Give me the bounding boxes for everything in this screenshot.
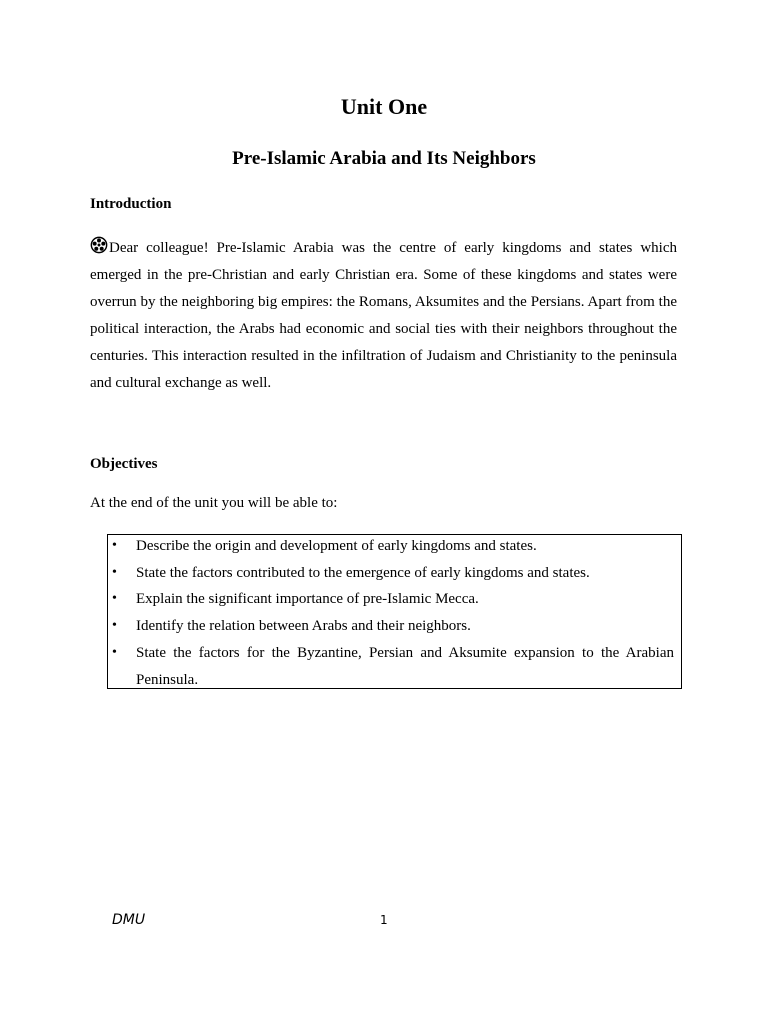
footer-organization: DMU [112,912,146,928]
introduction-paragraph [90,235,677,397]
objective-text: Identify the relation between Arabs and their neighbors. [136,618,471,635]
objective-text: Explain the significant importance of pre-Islamic Mecca. [136,591,479,608]
bullet-icon: • [112,564,117,580]
reel-icon [90,236,108,254]
bullet-icon: • [112,644,117,660]
objective-item [108,586,680,613]
introduction-heading: Introduction [90,196,172,212]
bullet-icon: • [112,618,117,634]
objective-text: State the factors for the Byzantine, Persian and Aksumite expansion to the Arabian Peninsula. [136,644,674,688]
objective-item [108,613,680,640]
unit-title: Unit One [340,94,428,119]
bullet-icon: • [112,538,117,553]
objective-text: Describe the origin and development of early kingdoms and states. [136,538,537,554]
unit-subtitle: Pre-Islamic Arabia and Its Neighbors [232,148,536,169]
objective-text: State the factors contributed to the emergence of early kingdoms and states. [136,564,590,581]
objectives-list [108,533,680,693]
objectives-heading: Objectives [90,456,158,472]
objective-item [108,533,680,560]
footer-page-number: 1 [380,913,388,927]
objectives-box [107,534,682,689]
bullet-icon: • [112,591,117,607]
objective-item [108,560,680,587]
introduction-text: Dear colleague! Pre-Islamic Arabia was the centre of early kingdoms and states which emerged in the pre-Christian and early Christian era. Some of these kingdoms and states were overrun by the neighboring big empires: the Romans, Aksumites and the Persians. Apart from the political interaction, the Arabs had economic and social ties with their neighbors throughout the centuries. This interaction resulted in the infiltration of Judaism and Christianity to the peninsula and cultural exchange as well. [90,240,677,391]
objectives-lead: At the end of the unit you will be able to: [90,495,338,511]
objective-item [108,640,680,693]
